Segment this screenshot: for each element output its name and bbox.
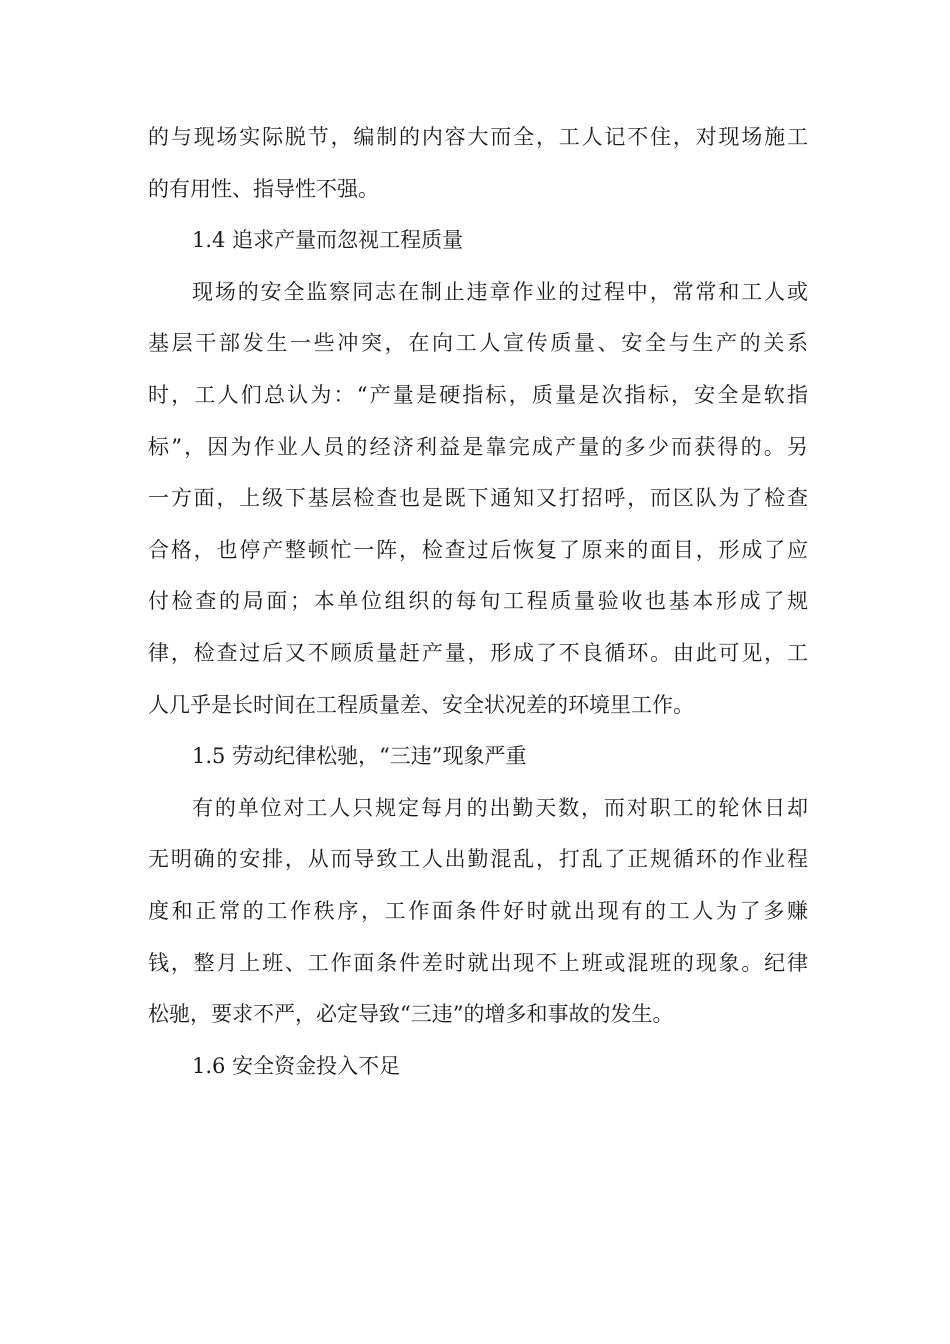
text-line: 一方面，上级下基层检查也是既下通知又打招呼，而区队为了检查 bbox=[148, 486, 808, 511]
text-line: 有的单位对工人只规定每月的出勤天数，而对职工的轮休日却 bbox=[192, 795, 808, 820]
text-line: 无明确的安排，从而导致工人出勤混乱，打乱了正规循环的作业程 bbox=[148, 847, 808, 872]
text-line: 人几乎是长时间在工程质量差、安全状况差的环境里工作。 bbox=[148, 692, 694, 717]
heading-text: 1.6 安全资金投入不足 bbox=[192, 1053, 401, 1078]
text-line: 现场的安全监察同志在制止违章作业的过程中，常常和工人或 bbox=[192, 279, 808, 304]
section-heading-1-4 bbox=[148, 215, 808, 267]
text-line: 付检查的局面；本单位组织的每旬工程质量验收也基本形成了规 bbox=[148, 589, 808, 614]
text-line: 标”，因为作业人员的经济利益是靠完成产量的多少而获得的。另 bbox=[148, 434, 808, 459]
text-line: 律，检查过后又不顾质量赶产量，形成了不良循环。由此可见，工 bbox=[148, 640, 808, 665]
text-line: 度和正常的工作秩序，工作面条件好时就出现有的工人为了多赚 bbox=[148, 898, 808, 923]
text-line: 合格，也停产整顿忙一阵，检查过后恢复了原来的面目，形成了应 bbox=[148, 537, 808, 562]
paragraph-continuation bbox=[148, 112, 808, 215]
text-line: 的有用性、指导性不强。 bbox=[148, 176, 379, 201]
heading-text: 1.5 劳动纪律松驰，“三违”现象严重 bbox=[192, 744, 527, 769]
paragraph-quality bbox=[148, 267, 808, 731]
document-body bbox=[148, 112, 808, 1092]
text-line: 时，工人们总认为：“产量是硬指标，质量是次指标，安全是软指 bbox=[148, 382, 808, 407]
heading-text: 1.4 追求产量而忽视工程质量 bbox=[192, 228, 464, 253]
text-line: 钱，整月上班、工作面条件差时就出现不上班或混班的现象。纪律 bbox=[148, 950, 808, 975]
text-line: 松驰，要求不严，必定导致“三违”的增多和事故的发生。 bbox=[148, 1002, 674, 1027]
text-line: 的与现场实际脱节，编制的内容大而全，工人记不住，对现场施工 bbox=[148, 125, 808, 149]
section-heading-1-5 bbox=[148, 731, 808, 783]
text-line: 基层干部发生一些冲突，在向工人宣传质量、安全与生产的关系 bbox=[148, 331, 808, 356]
section-heading-1-6 bbox=[148, 1041, 808, 1093]
paragraph-discipline bbox=[148, 783, 808, 1041]
